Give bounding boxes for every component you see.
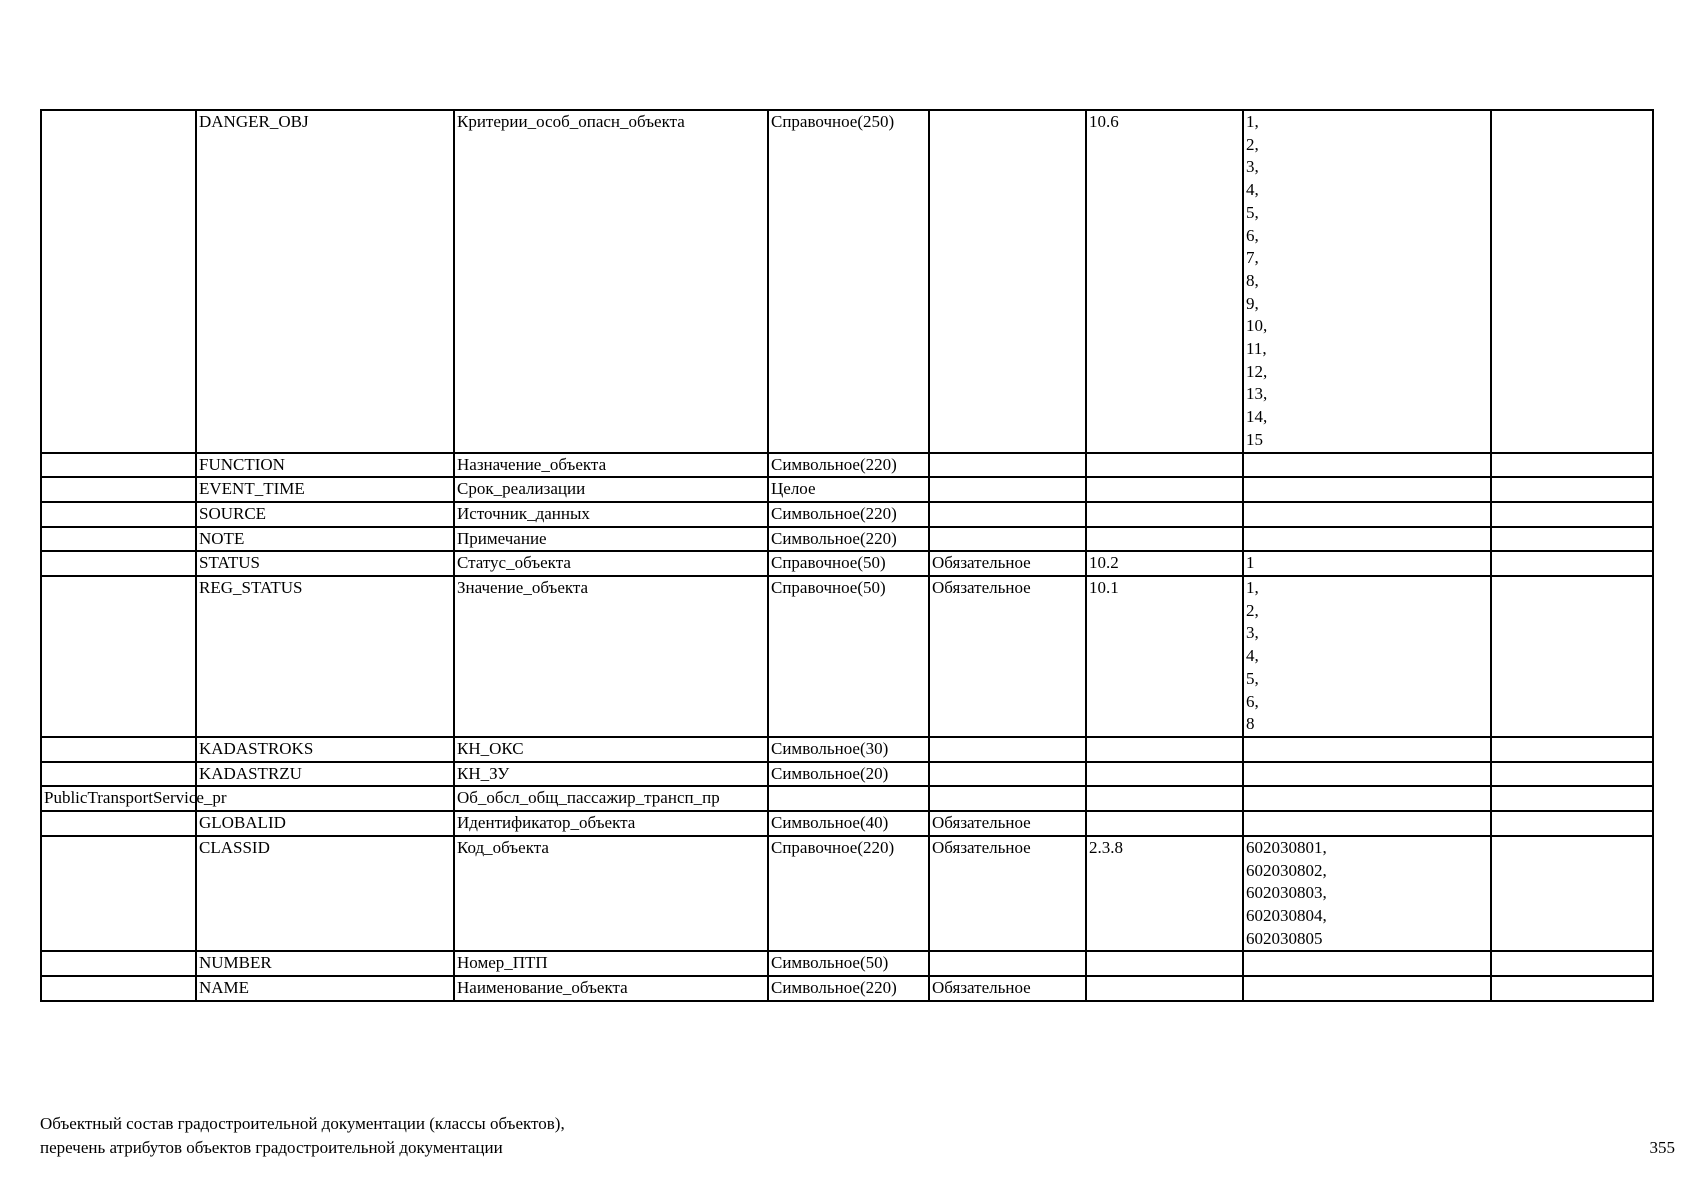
class-name-cell [41, 951, 196, 976]
field-alias-cell: Статус_объекта [454, 551, 768, 576]
field-name-cell: EVENT_TIME [196, 477, 454, 502]
requirement-cell [929, 527, 1086, 552]
allowed-values-cell [1243, 453, 1491, 478]
class-name-cell [41, 502, 196, 527]
requirement-cell [929, 110, 1086, 453]
requirement-cell [929, 786, 1086, 811]
reference-cell [1086, 786, 1243, 811]
reference-cell [1086, 453, 1243, 478]
field-alias-cell: Наименование_объекта [454, 976, 768, 1001]
allowed-values-cell [1243, 477, 1491, 502]
note-cell [1491, 951, 1653, 976]
class-name-cell [41, 836, 196, 952]
class-name-cell [41, 737, 196, 762]
field-name-cell: KADASTROKS [196, 737, 454, 762]
allowed-values-cell: 1, 2, 3, 4, 5, 6, 8 [1243, 576, 1491, 737]
class-name-cell [41, 811, 196, 836]
allowed-values-cell [1243, 737, 1491, 762]
table-row [41, 502, 1653, 527]
reference-cell [1086, 976, 1243, 1001]
field-name-cell: STATUS [196, 551, 454, 576]
field-alias-cell: Назначение_объекта [454, 453, 768, 478]
data-type-cell: Символьное(220) [768, 453, 929, 478]
footer-caption-line-2: перечень атрибутов объектов градостроительной документации [40, 1138, 503, 1157]
table-row [41, 576, 1653, 737]
allowed-values-cell: 1, 2, 3, 4, 5, 6, 7, 8, 9, 10, 11, 12, 13, 14, 15 [1243, 110, 1491, 453]
reference-cell: 2.3.8 [1086, 836, 1243, 952]
field-name-cell: NUMBER [196, 951, 454, 976]
note-cell [1491, 737, 1653, 762]
data-type-cell: Символьное(220) [768, 976, 929, 1001]
data-type-cell: Символьное(220) [768, 527, 929, 552]
table-row [41, 836, 1653, 952]
class-name-cell: PublicTransportService_pr [41, 786, 196, 811]
table-row [41, 477, 1653, 502]
class-name-cell [41, 551, 196, 576]
class-name-cell [41, 576, 196, 737]
note-cell [1491, 762, 1653, 787]
attributes-table [40, 109, 1654, 1002]
data-type-cell: Целое [768, 477, 929, 502]
note-cell [1491, 576, 1653, 737]
field-alias-cell: Срок_реализации [454, 477, 768, 502]
field-alias-cell: Критерии_особ_опасн_объекта [454, 110, 768, 453]
class-name-cell [41, 762, 196, 787]
table-body [41, 110, 1653, 1001]
data-type-cell: Символьное(50) [768, 951, 929, 976]
field-name-cell: NAME [196, 976, 454, 1001]
table-row [41, 762, 1653, 787]
note-cell [1491, 527, 1653, 552]
data-type-cell: Справочное(50) [768, 551, 929, 576]
class-name-cell [41, 527, 196, 552]
requirement-cell: Обязательное [929, 576, 1086, 737]
reference-cell [1086, 502, 1243, 527]
data-type-cell: Справочное(50) [768, 576, 929, 737]
requirement-cell [929, 737, 1086, 762]
field-name-cell: CLASSID [196, 836, 454, 952]
class-name-cell [41, 453, 196, 478]
note-cell [1491, 551, 1653, 576]
requirement-cell [929, 477, 1086, 502]
table-row [41, 527, 1653, 552]
data-type-cell: Символьное(220) [768, 502, 929, 527]
allowed-values-cell [1243, 502, 1491, 527]
note-cell [1491, 477, 1653, 502]
field-alias-cell: Об_обсл_общ_пассажир_трансп_пр [454, 786, 768, 811]
data-type-cell [768, 786, 929, 811]
requirement-cell [929, 762, 1086, 787]
table-row [41, 811, 1653, 836]
field-name-cell: KADASTRZU [196, 762, 454, 787]
data-type-cell: Справочное(220) [768, 836, 929, 952]
field-name-cell: REG_STATUS [196, 576, 454, 737]
field-name-cell: GLOBALID [196, 811, 454, 836]
allowed-values-cell: 1 [1243, 551, 1491, 576]
reference-cell [1086, 762, 1243, 787]
field-alias-cell: Значение_объекта [454, 576, 768, 737]
requirement-cell: Обязательное [929, 551, 1086, 576]
reference-cell [1086, 477, 1243, 502]
table-row [41, 976, 1653, 1001]
field-alias-cell: Номер_ПТП [454, 951, 768, 976]
class-name-cell [41, 477, 196, 502]
field-alias-cell: КН_ОКС [454, 737, 768, 762]
field-alias-cell: Идентификатор_объекта [454, 811, 768, 836]
allowed-values-cell [1243, 976, 1491, 1001]
table-row [41, 786, 1653, 811]
allowed-values-cell [1243, 786, 1491, 811]
field-name-cell: DANGER_OBJ [196, 110, 454, 453]
field-name-cell: FUNCTION [196, 453, 454, 478]
table-row [41, 453, 1653, 478]
reference-cell [1086, 811, 1243, 836]
data-type-cell: Символьное(40) [768, 811, 929, 836]
page-number: 355 [1649, 1138, 1675, 1157]
field-alias-cell: Примечание [454, 527, 768, 552]
note-cell [1491, 110, 1653, 453]
table-row [41, 737, 1653, 762]
footer-caption-line-1: Объектный состав градостроительной документации (классы объектов), [40, 1114, 565, 1133]
field-name-cell: SOURCE [196, 502, 454, 527]
reference-cell: 10.6 [1086, 110, 1243, 453]
reference-cell [1086, 737, 1243, 762]
allowed-values-cell [1243, 527, 1491, 552]
table-row [41, 951, 1653, 976]
note-cell [1491, 502, 1653, 527]
footer-caption [40, 1112, 565, 1160]
allowed-values-cell [1243, 762, 1491, 787]
note-cell [1491, 976, 1653, 1001]
field-name-cell: NOTE [196, 527, 454, 552]
field-alias-cell: Код_объекта [454, 836, 768, 952]
class-name-cell [41, 976, 196, 1001]
note-cell [1491, 811, 1653, 836]
allowed-values-cell [1243, 951, 1491, 976]
data-type-cell: Символьное(30) [768, 737, 929, 762]
note-cell [1491, 453, 1653, 478]
requirement-cell: Обязательное [929, 976, 1086, 1001]
data-type-cell: Символьное(20) [768, 762, 929, 787]
reference-cell [1086, 527, 1243, 552]
reference-cell: 10.2 [1086, 551, 1243, 576]
note-cell [1491, 836, 1653, 952]
class-name-cell [41, 110, 196, 453]
data-type-cell: Справочное(250) [768, 110, 929, 453]
note-cell [1491, 786, 1653, 811]
field-alias-cell: Источник_данных [454, 502, 768, 527]
requirement-cell: Обязательное [929, 811, 1086, 836]
table-row [41, 110, 1653, 453]
allowed-values-cell [1243, 811, 1491, 836]
reference-cell [1086, 951, 1243, 976]
requirement-cell [929, 502, 1086, 527]
reference-cell: 10.1 [1086, 576, 1243, 737]
requirement-cell [929, 453, 1086, 478]
field-name-cell [196, 786, 454, 811]
table-row [41, 551, 1653, 576]
requirement-cell: Обязательное [929, 836, 1086, 952]
allowed-values-cell: 602030801, 602030802, 602030803, 602030804, 602030805 [1243, 836, 1491, 952]
field-alias-cell: КН_ЗУ [454, 762, 768, 787]
requirement-cell [929, 951, 1086, 976]
